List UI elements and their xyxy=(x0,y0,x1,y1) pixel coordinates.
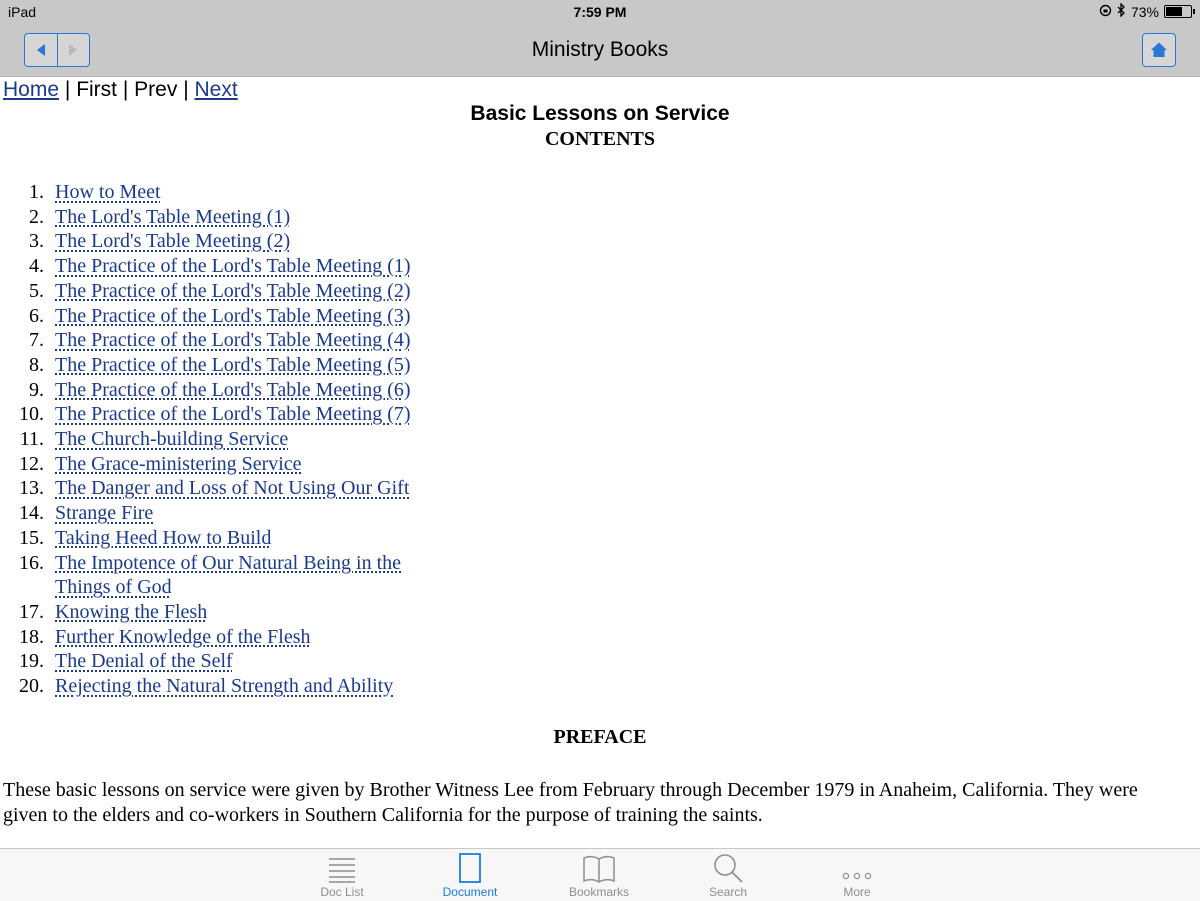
toc-number: 8. xyxy=(29,353,44,376)
toc-item xyxy=(0,180,435,205)
document-icon xyxy=(459,853,481,883)
tab-label: Document xyxy=(442,885,498,899)
toc-item xyxy=(0,649,435,674)
toc-link[interactable]: The Practice of the Lord's Table Meeting (6) xyxy=(55,378,411,401)
toc-item xyxy=(0,526,435,551)
toc-link[interactable]: The Denial of the Self xyxy=(55,650,233,673)
toc-item xyxy=(0,476,435,501)
tab-label: Doc List xyxy=(320,885,364,899)
toc-number: 7. xyxy=(29,329,44,352)
separator: | xyxy=(183,78,189,101)
toc-item xyxy=(0,674,435,699)
tab-document[interactable] xyxy=(415,849,525,901)
toc-item xyxy=(0,402,435,427)
toc-item xyxy=(0,378,435,403)
battery-percent: 73% xyxy=(1130,3,1159,20)
tab-more[interactable] xyxy=(802,849,912,901)
toc-number: 1. xyxy=(29,181,44,203)
toc-number: 9. xyxy=(29,378,44,401)
toc-number: 20. xyxy=(19,675,44,698)
home-button[interactable] xyxy=(1142,33,1176,67)
toc-link[interactable]: Taking Heed How to Build xyxy=(55,526,272,549)
document-content xyxy=(0,76,1200,848)
more-icon xyxy=(842,869,872,883)
toc-item xyxy=(0,304,435,329)
toc-item xyxy=(0,353,435,378)
toc-link[interactable]: The Impotence of Our Natural Being in the Things of God xyxy=(55,551,401,599)
toc-number: 13. xyxy=(19,477,44,500)
toc-number: 5. xyxy=(29,279,44,302)
toc-link[interactable]: The Practice of the Lord's Table Meeting (2) xyxy=(55,279,411,302)
battery-icon xyxy=(1164,5,1192,18)
toc-number: 18. xyxy=(19,625,44,648)
toc-item xyxy=(0,551,435,600)
toc-number: 11. xyxy=(19,428,44,451)
toc-number: 14. xyxy=(19,502,44,525)
toc-item xyxy=(0,452,435,477)
toc-link[interactable]: The Lord's Table Meeting (1) xyxy=(55,205,291,228)
tab-doc-list[interactable] xyxy=(287,849,397,901)
toc-number: 6. xyxy=(29,304,44,327)
tab-bar xyxy=(0,848,1200,901)
device-name: iPad xyxy=(8,4,37,20)
toc-number: 16. xyxy=(19,551,44,574)
navigation-bar xyxy=(0,24,1200,77)
toc-item xyxy=(0,205,435,230)
book-icon xyxy=(583,855,615,883)
tab-search[interactable] xyxy=(673,849,783,901)
toc-link[interactable]: The Practice of the Lord's Table Meeting (5) xyxy=(55,353,411,376)
toc-item xyxy=(0,501,435,526)
toc-item xyxy=(0,625,435,650)
toc-link[interactable]: Knowing the Flesh xyxy=(55,600,208,623)
tab-label: Search xyxy=(708,885,748,899)
toc-link[interactable]: The Danger and Loss of Not Using Our Gift xyxy=(55,477,410,500)
toc-item xyxy=(0,600,435,625)
status-bar xyxy=(0,0,1200,24)
toc-link[interactable]: The Lord's Table Meeting (2) xyxy=(55,230,291,253)
toc-item xyxy=(0,254,435,279)
toc-number: 2. xyxy=(29,205,44,228)
contents-heading: CONTENTS xyxy=(544,128,656,150)
toc-link[interactable]: How to Meet xyxy=(55,181,161,203)
toc-number: 15. xyxy=(19,526,44,549)
toc-link[interactable]: The Practice of the Lord's Table Meeting (4) xyxy=(55,329,411,352)
toc-number: 17. xyxy=(19,600,44,623)
tab-label: Bookmarks xyxy=(568,885,630,899)
toc-number: 19. xyxy=(19,650,44,673)
status-indicators xyxy=(1099,3,1192,20)
tab-label: More xyxy=(843,885,871,899)
separator: | xyxy=(64,78,71,101)
toc-item xyxy=(0,279,435,304)
next-link[interactable]: Next xyxy=(194,78,238,101)
separator: | xyxy=(122,78,129,101)
toc-item xyxy=(0,328,435,353)
toc-link[interactable]: The Practice of the Lord's Table Meeting (7) xyxy=(55,403,411,426)
toc-link[interactable]: The Church-building Service xyxy=(55,428,289,451)
toc-number: 4. xyxy=(29,255,44,278)
toc-link[interactable]: The Grace-ministering Service xyxy=(55,452,302,475)
toc-link[interactable]: The Practice of the Lord's Table Meeting (3) xyxy=(55,304,411,327)
tab-bookmarks[interactable] xyxy=(544,849,654,901)
toc-link[interactable]: Further Knowledge of the Flesh xyxy=(55,625,311,648)
search-icon xyxy=(713,853,743,883)
toc-number: 12. xyxy=(19,452,44,475)
book-title: Basic Lessons on Service xyxy=(470,102,730,125)
preface-text: These basic lessons on service were given by Brother Witness Lee from February through December 1979 in Anaheim, California. They were given to the elders and co-workers in Southern California for the purpose of training the saints. xyxy=(3,779,1138,826)
nav-title: Ministry Books xyxy=(531,38,669,61)
home-link[interactable]: Home xyxy=(3,78,60,101)
toc-item xyxy=(0,427,435,452)
prev-label: Prev xyxy=(134,78,178,101)
home-icon xyxy=(1150,41,1168,59)
toc-link[interactable]: Rejecting the Natural Strength and Ability xyxy=(55,675,394,698)
toc-number: 10. xyxy=(19,403,44,426)
toc-link[interactable]: The Practice of the Lord's Table Meeting (1) xyxy=(55,255,411,278)
breadcrumb xyxy=(3,76,238,104)
first-label: First xyxy=(76,78,118,101)
status-time: 7:59 PM xyxy=(573,4,627,20)
bluetooth-icon xyxy=(1117,3,1126,20)
orientation-lock-icon xyxy=(1099,4,1112,20)
preface-heading: PREFACE xyxy=(553,726,647,748)
toc-link[interactable]: Strange Fire xyxy=(55,502,154,525)
table-of-contents xyxy=(0,180,435,699)
toc-item xyxy=(0,229,435,254)
list-icon xyxy=(328,855,356,883)
toc-number: 3. xyxy=(29,230,44,253)
